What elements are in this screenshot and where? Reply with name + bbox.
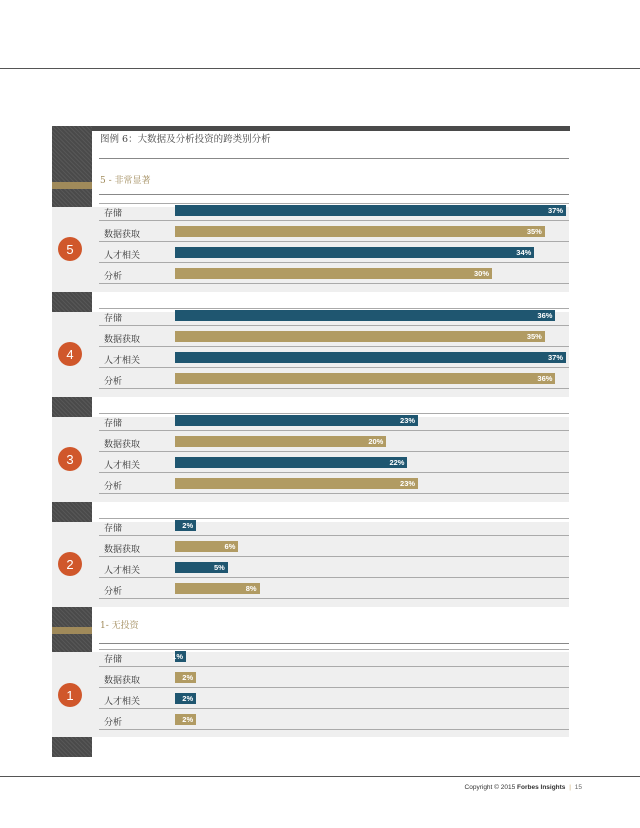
category-label: 存储 <box>104 655 123 665</box>
category-label: 数据获取 <box>104 230 141 240</box>
bar-value-label: 37% <box>547 353 563 362</box>
copyright-text: Copyright © 2015 <box>464 784 516 791</box>
row-divider <box>99 493 569 494</box>
category-label: 数据获取 <box>104 676 141 686</box>
bar-value-label: 6% <box>224 542 236 551</box>
group-top-rule <box>99 203 569 204</box>
row-divider <box>99 388 569 389</box>
bar-4-2 <box>175 352 566 363</box>
scale-label-bottom: 1- 无投资 <box>100 621 139 631</box>
bar-1-0 <box>172 651 186 662</box>
category-label: 数据获取 <box>104 440 141 450</box>
scale-rule-top <box>99 194 569 195</box>
bar-value-label: 2% <box>182 715 194 724</box>
row-divider <box>99 472 569 473</box>
bar-value-label: 20% <box>368 437 384 446</box>
row-divider <box>99 262 569 263</box>
bar-value-label: 1% <box>172 652 183 661</box>
sidebar-gold-stripe <box>52 182 92 189</box>
row-divider <box>99 346 569 347</box>
row-divider <box>99 367 569 368</box>
category-label: 分析 <box>104 377 123 387</box>
row-divider <box>99 729 569 730</box>
rating-badge-4: 4 <box>58 342 82 366</box>
bottom-rule <box>0 776 640 777</box>
category-label: 人才相关 <box>104 461 141 471</box>
bar-value-label: 2% <box>182 673 194 682</box>
bar-value-label: 35% <box>526 332 542 341</box>
row-divider <box>99 687 569 688</box>
bar-value-label: 35% <box>526 227 542 236</box>
row-divider <box>99 556 569 557</box>
bar-value-label: 2% <box>182 521 194 530</box>
category-label: 人才相关 <box>104 697 141 707</box>
brand-name: Forbes Insights <box>517 784 566 791</box>
bar-4-3 <box>175 373 555 384</box>
bar-2-3 <box>175 583 260 594</box>
bar-value-label: 8% <box>245 584 257 593</box>
bar-value-label: 36% <box>537 374 553 383</box>
row-divider <box>99 430 569 431</box>
bar-1-1 <box>175 672 196 683</box>
row-divider <box>99 708 569 709</box>
category-label: 存储 <box>104 209 123 219</box>
rating-badge-1: 1 <box>58 683 82 707</box>
sidebar-block <box>52 737 92 757</box>
bar-1-2 <box>175 693 196 704</box>
bar-5-2 <box>175 247 534 258</box>
figure-title: 图例 6：大数据及分析投资的跨类别分析 <box>100 134 271 145</box>
category-label: 分析 <box>104 587 123 597</box>
bar-5-1 <box>175 226 545 237</box>
bar-5-0 <box>175 205 566 216</box>
row-divider <box>99 241 569 242</box>
bar-value-label: 34% <box>516 248 532 257</box>
category-label: 人才相关 <box>104 356 141 366</box>
bar-value-label: 5% <box>213 563 225 572</box>
bar-value-label: 22% <box>389 458 405 467</box>
top-rule <box>0 68 640 69</box>
rating-badge-2: 2 <box>58 552 82 576</box>
bar-value-label: 23% <box>400 479 416 488</box>
sidebar-block <box>52 126 92 182</box>
group-top-rule <box>99 413 569 414</box>
bar-value-label: 30% <box>474 269 490 278</box>
footer <box>465 784 582 791</box>
category-label: 人才相关 <box>104 566 141 576</box>
bar-value-label: 36% <box>537 311 553 320</box>
category-label: 数据获取 <box>104 335 141 345</box>
scale-label-top: 5 - 非常显著 <box>100 176 151 186</box>
bar-1-3 <box>175 714 196 725</box>
row-divider <box>99 451 569 452</box>
row-divider <box>99 598 569 599</box>
bar-value-label: 23% <box>400 416 416 425</box>
sidebar-block <box>52 292 92 312</box>
bar-3-2 <box>175 457 407 468</box>
rating-badge-3: 3 <box>58 447 82 471</box>
bar-3-1 <box>175 436 386 447</box>
category-label: 存储 <box>104 524 123 534</box>
sidebar-block <box>52 502 92 522</box>
category-label: 人才相关 <box>104 251 141 261</box>
bar-3-3 <box>175 478 418 489</box>
category-label: 存储 <box>104 419 123 429</box>
bar-2-1 <box>175 541 238 552</box>
sidebar-block <box>52 634 92 652</box>
row-divider <box>99 283 569 284</box>
bar-4-1 <box>175 331 545 342</box>
category-label: 分析 <box>104 272 123 282</box>
sidebar-block <box>52 397 92 417</box>
title-rule <box>99 158 569 159</box>
bar-3-0 <box>175 415 418 426</box>
sidebar-gold-stripe <box>52 627 92 634</box>
sidebar-block <box>52 189 92 207</box>
bar-value-label: 2% <box>182 694 194 703</box>
bar-2-2 <box>175 562 228 573</box>
bar-5-3 <box>175 268 492 279</box>
scale-rule-bottom <box>99 643 569 644</box>
row-divider <box>99 666 569 667</box>
footer-separator: | <box>569 784 571 791</box>
sidebar-block <box>52 607 92 627</box>
bar-2-0 <box>175 520 196 531</box>
row-divider <box>99 325 569 326</box>
page-number: 15 <box>574 784 582 791</box>
group-top-rule <box>99 649 569 650</box>
category-label: 存储 <box>104 314 123 324</box>
bar-4-0 <box>175 310 555 321</box>
category-label: 数据获取 <box>104 545 141 555</box>
bar-value-label: 37% <box>547 206 563 215</box>
row-divider <box>99 577 569 578</box>
group-top-rule <box>99 308 569 309</box>
row-divider <box>99 220 569 221</box>
group-top-rule <box>99 518 569 519</box>
category-label: 分析 <box>104 482 123 492</box>
category-label: 分析 <box>104 718 123 728</box>
rating-badge-5: 5 <box>58 237 82 261</box>
row-divider <box>99 535 569 536</box>
